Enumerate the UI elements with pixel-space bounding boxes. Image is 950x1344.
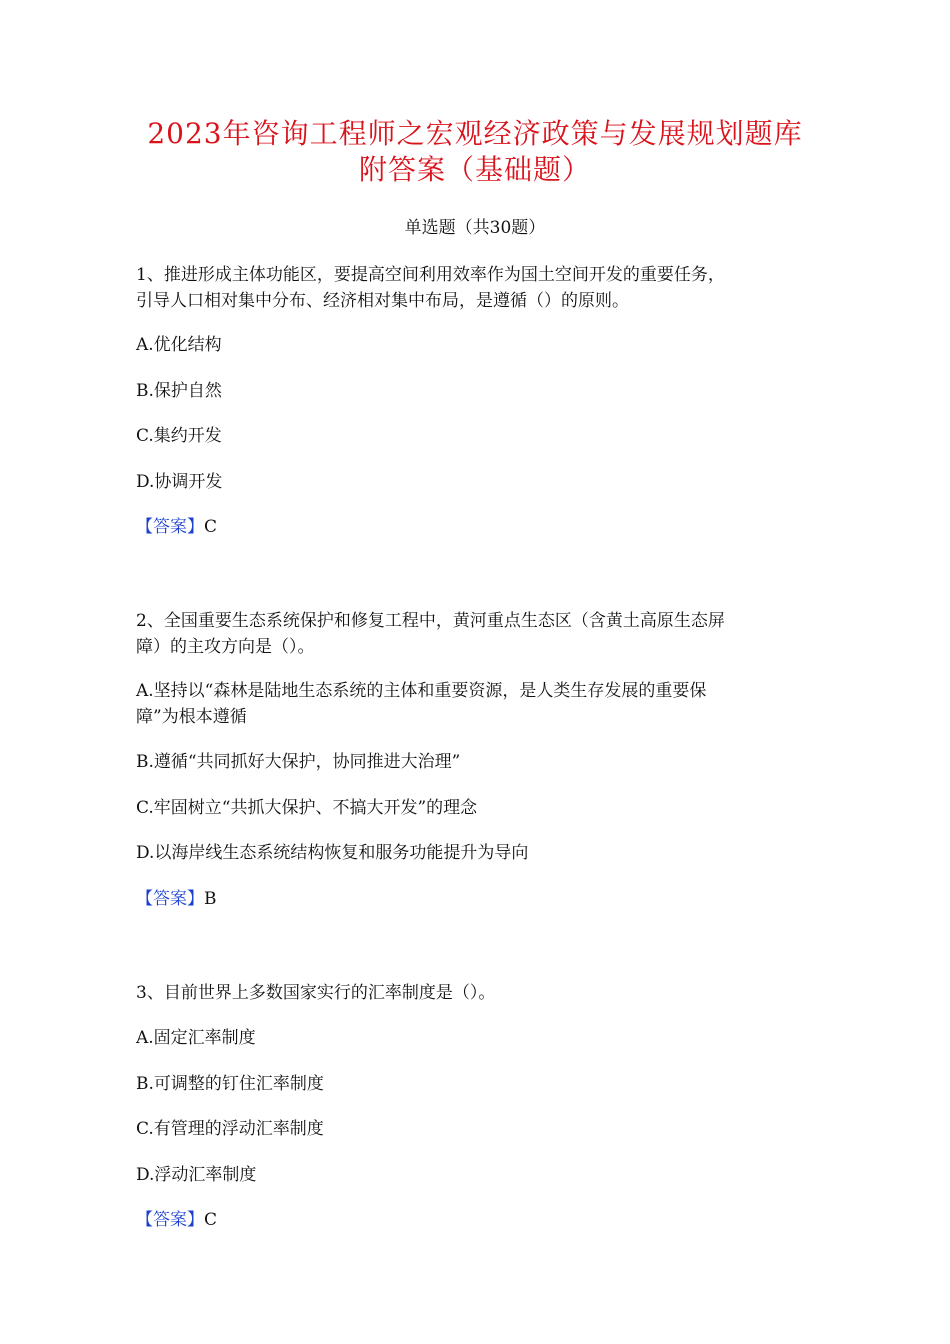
question-3-option-a: A.固定汇率制度 — [136, 1028, 256, 1048]
section-heading: 单选题（共30题） — [404, 218, 546, 238]
answer-label: 【答案】 — [136, 517, 204, 537]
question-2-option-d: D.以海岸线生态系统结构恢复和服务功能提升为导向 — [136, 843, 529, 863]
question-1-option-b: B.保护自然 — [136, 381, 222, 401]
question-3-answer — [136, 1207, 826, 1233]
question-2-answer — [136, 886, 826, 912]
question-3-option-d: D.浮动汇率制度 — [136, 1165, 257, 1185]
answer-label: 【答案】 — [136, 1210, 204, 1230]
question-2-option-b: B.遵循“共同抓好大保护，协同推进大治理” — [136, 752, 461, 772]
question-1-stem-line-1: 1、推进形成主体功能区，要提高空间利用效率作为国土空间开发的重要任务， — [136, 265, 725, 285]
answer-value: C — [204, 1210, 218, 1230]
question-2-option-c: C.牢固树立“共抓大保护、不搞大开发”的理念 — [136, 798, 478, 818]
question-2-stem-line-1: 2、全国重要生态系统保护和修复工程中，黄河重点生态区（含黄土高原生态屏 — [136, 611, 725, 631]
question-2-option-a-line-2: 障”为根本遵循 — [136, 707, 247, 727]
answer-value: B — [204, 889, 217, 909]
question-3-option-b: B.可调整的钉住汇率制度 — [136, 1074, 324, 1094]
question-1-option-a: A.优化结构 — [136, 335, 222, 355]
question-2-stem-line-2: 障）的主攻方向是（）。 — [136, 637, 315, 657]
question-3-stem-line-1: 3、目前世界上多数国家实行的汇率制度是（）。 — [136, 983, 496, 1003]
question-2-option-a-line-1: A.坚持以“森林是陆地生态系统的主体和重要资源，是人类生存发展的重要保 — [136, 681, 707, 701]
answer-value: C — [204, 517, 218, 537]
document-title-line-1: 2023年咨询工程师之宏观经济政策与发展规划题库 — [147, 117, 803, 150]
question-1-stem-line-2: 引导人口相对集中分布、经济相对集中布局，是遵循（）的原则。 — [136, 291, 629, 311]
document-title-line-2: 附答案（基础题） — [358, 153, 591, 186]
question-1-option-c: C.集约开发 — [136, 426, 222, 446]
question-3-option-c: C.有管理的浮动汇率制度 — [136, 1119, 324, 1139]
answer-label: 【答案】 — [136, 889, 204, 909]
question-1-answer — [136, 514, 826, 540]
question-1-option-d: D.协调开发 — [136, 472, 223, 492]
